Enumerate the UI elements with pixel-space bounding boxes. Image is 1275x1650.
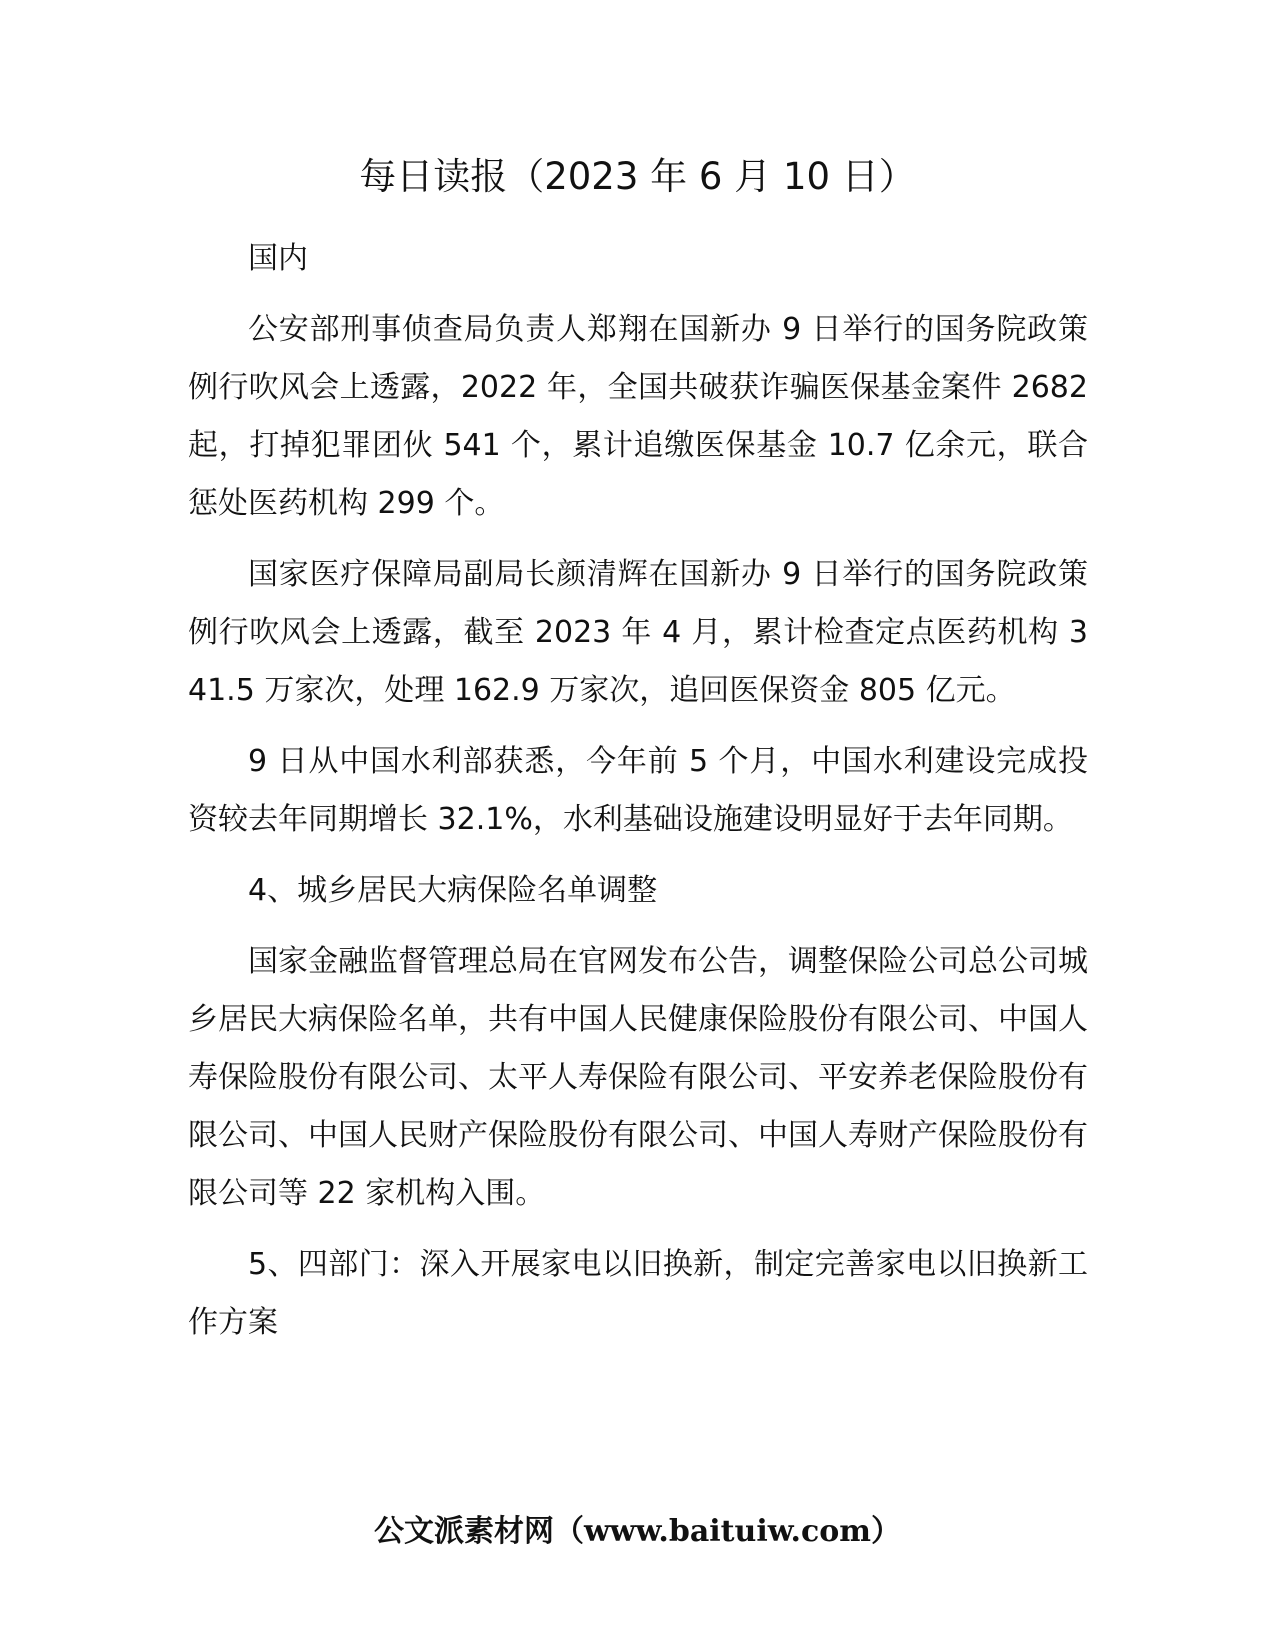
paragraph-medical-insurance-inspection: 国家医疗保障局副局长颜清辉在国新办 9 日举行的国务院政策例行吹风会上透露，截至 2023 年 4 月，累计检查定点医药机构 341.5 万家次，处理 162.9 万家次，追回医保资金 805 亿元。 xyxy=(188,557,1088,708)
footer-watermark: 公文派素材网（www.baituiw.com） xyxy=(373,1514,902,1549)
document-title: 每日读报（2023 年 6 月 10 日） xyxy=(359,155,916,198)
document-body xyxy=(188,230,1088,1365)
paragraph-water-conservancy: 9 日从中国水利部获悉，今年前 5 个月，中国水利建设完成投资较去年同期增长 32.1%，水利基础设施建设明显好于去年同期。 xyxy=(188,744,1088,837)
paragraph-insurance-list: 国家金融监督管理总局在官网发布公告，调整保险公司总公司城乡居民大病保险名单，共有中国人民健康保险股份有限公司、中国人寿保险股份有限公司、太平人寿保险有限公司、平安养老保险股份有限公司、中国人民财产保险股份有限公司、中国人寿财产保险股份有限公司等 22 家机构入围。 xyxy=(188,944,1088,1211)
subheading-appliance-tradein: 5、四部门：深入开展家电以旧换新，制定完善家电以旧换新工作方案 xyxy=(188,1247,1088,1340)
subheading-critical-illness-insurance: 4、城乡居民大病保险名单调整 xyxy=(248,873,658,908)
section-heading-domestic: 国内 xyxy=(248,241,308,276)
paragraph-medical-insurance-fraud: 公安部刑事侦查局负责人郑翔在国新办 9 日举行的国务院政策例行吹风会上透露，2022 年，全国共破获诈骗医保基金案件 2682 起，打掉犯罪团伙 541 个，累计追缴医保基金 10.7 亿余元，联合惩处医药机构 299 个。 xyxy=(188,312,1088,521)
